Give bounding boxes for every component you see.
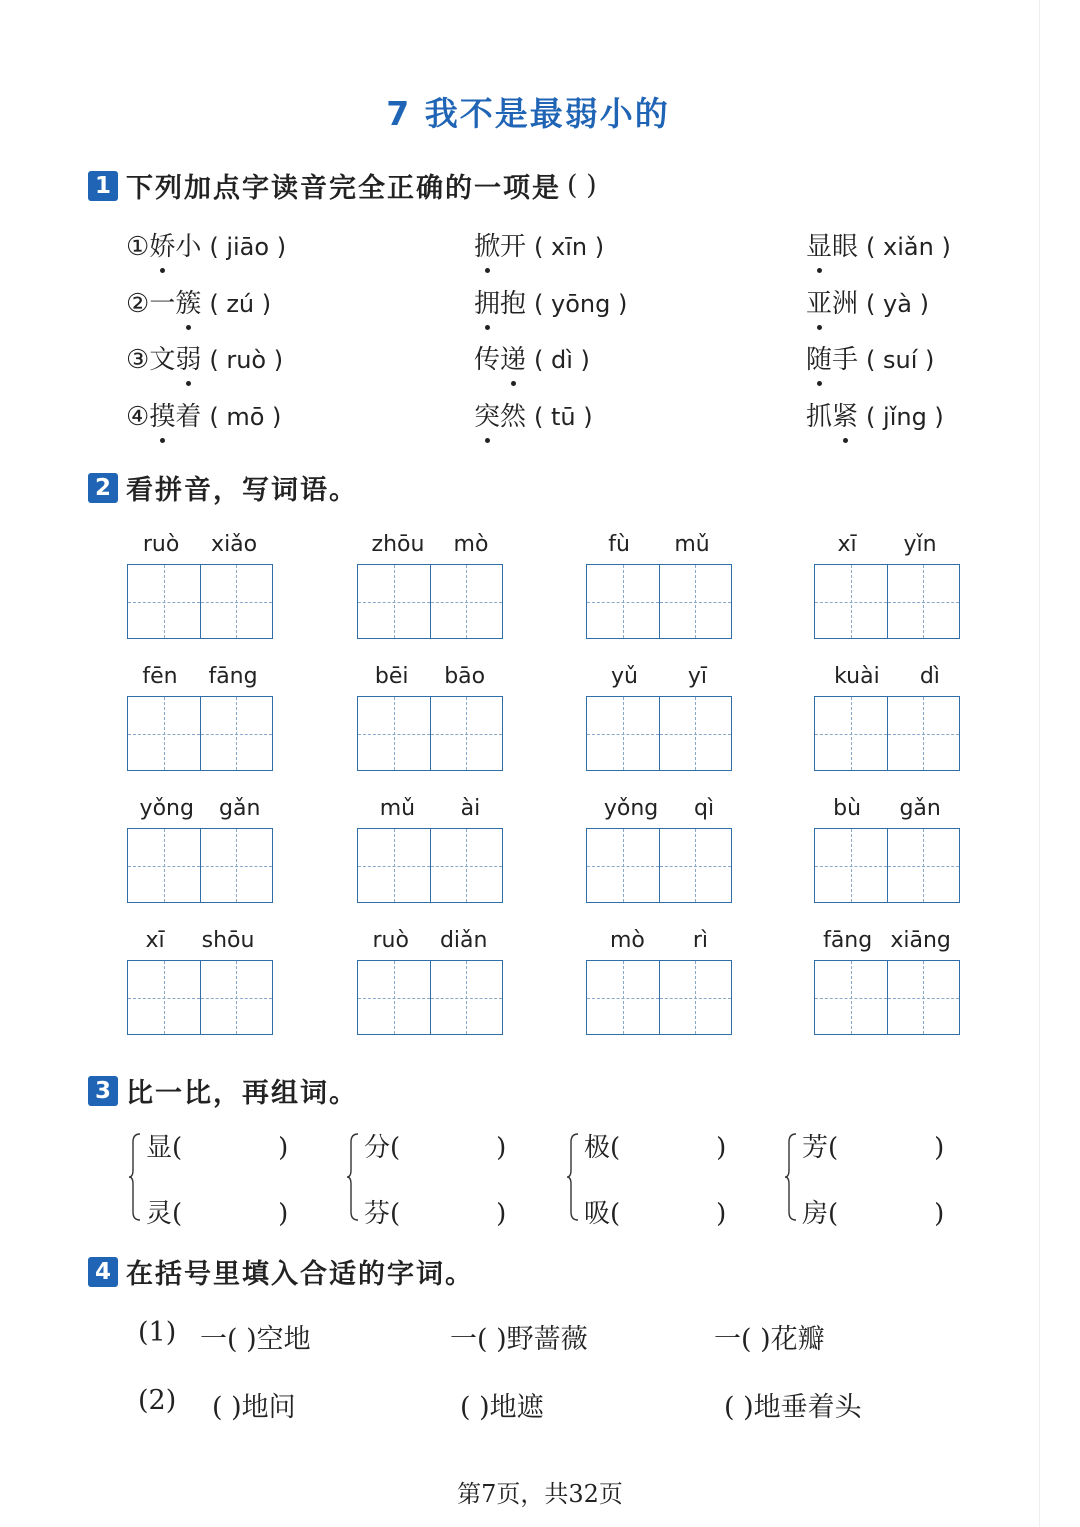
q1-dotted-char: 紧: [832, 396, 858, 433]
question-2-header: [88, 468, 358, 507]
q3-compare-item[interactable]: [364, 1127, 506, 1164]
q3-compare-item[interactable]: [146, 1127, 288, 1164]
q2-writing-box[interactable]: [814, 564, 960, 639]
q2-char-cell[interactable]: [201, 960, 274, 1035]
q3-char: 显: [146, 1133, 173, 1163]
q3-compare-item[interactable]: [364, 1193, 506, 1230]
q2-writing-box[interactable]: [586, 564, 732, 639]
question-1-text: 下列加点字读音完全正确的一项是: [126, 173, 561, 204]
q3-compare-item[interactable]: [584, 1193, 726, 1230]
q2-pinyin-1: yǒng: [603, 796, 659, 821]
q2-pinyin-2: shōu: [201, 928, 255, 953]
q2-pinyin-1: fù: [608, 532, 630, 557]
q1-dotted-char: 掀: [474, 226, 500, 263]
q1-pinyin: ( yōng ): [534, 290, 628, 318]
q2-char-cell[interactable]: [888, 564, 961, 639]
q3-char: 灵: [146, 1199, 173, 1229]
q3-brace-icon: [128, 1132, 142, 1222]
q2-pinyin-2: bāo: [444, 664, 486, 689]
q2-writing-box[interactable]: [814, 960, 960, 1035]
q3-close-paren: ): [278, 1133, 289, 1163]
question-3-header: [88, 1071, 358, 1110]
q2-pinyin-pair: [357, 796, 503, 821]
q2-writing-box[interactable]: [357, 696, 503, 771]
q2-pinyin-1: bēi: [374, 664, 409, 689]
q1-pinyin: ( tū ): [534, 403, 593, 431]
q2-pinyin-1: fāng: [823, 928, 873, 953]
q3-char: 房: [802, 1199, 829, 1229]
q1-option-label: ③: [126, 345, 150, 375]
q3-char: 极: [584, 1133, 611, 1163]
q2-pinyin-1: yǔ: [610, 664, 638, 689]
q2-char-cell[interactable]: [431, 828, 504, 903]
q2-pinyin-2: qì: [694, 796, 715, 821]
q2-char-cell[interactable]: [888, 696, 961, 771]
q2-pinyin-1: xī: [837, 532, 857, 557]
q2-pinyin-1: bù: [833, 796, 862, 821]
q2-pinyin-2: fāng: [208, 664, 258, 689]
q2-pinyin-1: zhōu: [371, 532, 425, 557]
q3-compare-item[interactable]: [146, 1193, 288, 1230]
question-4-number: 4: [88, 1257, 118, 1287]
q1-dotted-char: 突: [474, 396, 500, 433]
q2-char-cell[interactable]: [888, 960, 961, 1035]
q1-option-1-2: [474, 226, 604, 263]
q3-close-paren: ): [496, 1133, 507, 1163]
page-edge: [1039, 0, 1040, 1527]
q1-word-suffix: 然: [500, 402, 527, 432]
q2-writing-box[interactable]: [357, 564, 503, 639]
q1-option-label: ①: [126, 232, 150, 262]
q2-pinyin-pair: [814, 928, 960, 953]
q3-close-paren: ): [934, 1133, 945, 1163]
q2-char-cell[interactable]: [660, 564, 733, 639]
q2-char-cell[interactable]: [357, 960, 431, 1035]
q3-open-paren: (: [172, 1199, 183, 1229]
q2-char-cell[interactable]: [660, 696, 733, 771]
q2-pinyin-pair: [586, 664, 732, 689]
q2-pinyin-pair: [357, 928, 503, 953]
q3-brace-icon: [566, 1132, 580, 1222]
q2-writing-box[interactable]: [586, 960, 732, 1035]
q3-open-paren: (: [390, 1133, 401, 1163]
q3-brace-icon: [346, 1132, 360, 1222]
q3-compare-item[interactable]: [802, 1193, 944, 1230]
q3-char: 分: [364, 1133, 391, 1163]
q1-option-4-1: [126, 396, 281, 433]
q2-pinyin-pair: [814, 796, 960, 821]
q2-char-cell[interactable]: [357, 828, 431, 903]
q2-pinyin-1: xī: [145, 928, 165, 953]
q2-pinyin-pair: [586, 928, 732, 953]
q1-pinyin: ( jǐng ): [866, 403, 944, 431]
q2-pinyin-2: xiǎo: [211, 532, 258, 557]
q1-pinyin: ( xīn ): [534, 233, 605, 261]
q3-brace-icon: [784, 1132, 798, 1222]
q1-pinyin: ( dì ): [534, 346, 590, 374]
q2-char-cell[interactable]: [127, 696, 201, 771]
q2-pinyin-pair: [127, 928, 273, 953]
q3-char: 吸: [584, 1199, 611, 1229]
q2-char-cell[interactable]: [586, 828, 660, 903]
q2-pinyin-2: yī: [687, 664, 708, 689]
q2-char-cell[interactable]: [201, 564, 274, 639]
q2-char-cell[interactable]: [888, 828, 961, 903]
q4-line2-label: (2): [138, 1385, 177, 1416]
q2-char-cell[interactable]: [127, 828, 201, 903]
question-3-number: 3: [88, 1076, 118, 1106]
q1-option-1-1: [126, 226, 286, 263]
q2-writing-box[interactable]: [357, 828, 503, 903]
q2-char-cell[interactable]: [357, 564, 431, 639]
q2-pinyin-pair: [127, 532, 273, 557]
question-2-text: 看拼音，写词语。: [126, 475, 358, 506]
q1-word-prefix: 一: [149, 289, 176, 319]
question-3-text: 比一比，再组词。: [126, 1078, 358, 1109]
q1-option-3-3: [806, 339, 934, 376]
q1-option-4-3: [806, 396, 944, 433]
q1-pinyin: ( jiāo ): [209, 233, 287, 261]
q2-pinyin-2: dì: [919, 664, 940, 689]
q3-open-paren: (: [390, 1199, 401, 1229]
q2-writing-box[interactable]: [127, 696, 273, 771]
q2-char-cell[interactable]: [201, 828, 274, 903]
q2-pinyin-pair: [586, 532, 732, 557]
q2-writing-box[interactable]: [127, 828, 273, 903]
q4-line2-part-1[interactable]: ( )地问: [212, 1392, 296, 1423]
q1-dotted-char: 随: [806, 339, 832, 376]
q3-close-paren: ): [716, 1133, 727, 1163]
q2-pinyin-pair: [127, 796, 273, 821]
q2-pinyin-2: diǎn: [439, 928, 488, 953]
q2-pinyin-2: gǎn: [899, 796, 941, 821]
q3-compare-item[interactable]: [802, 1127, 944, 1164]
q2-writing-box[interactable]: [127, 564, 273, 639]
q3-close-paren: ): [278, 1199, 289, 1229]
q2-char-cell[interactable]: [660, 828, 733, 903]
q2-char-cell[interactable]: [357, 696, 431, 771]
q4-line1-part-1[interactable]: 一( )空地: [200, 1324, 311, 1355]
question-1-number: 1: [88, 171, 118, 201]
q4-line1-label: (1): [138, 1317, 177, 1348]
q3-open-paren: (: [610, 1199, 621, 1229]
q1-pinyin: ( xiǎn ): [866, 233, 951, 261]
q3-open-paren: (: [828, 1199, 839, 1229]
q2-char-cell[interactable]: [814, 564, 888, 639]
q2-pinyin-pair: [357, 664, 503, 689]
q2-pinyin-2: mò: [453, 532, 489, 557]
q1-word-prefix: 抓: [806, 402, 833, 432]
q1-word-prefix: 传: [474, 345, 501, 375]
q2-pinyin-pair: [357, 532, 503, 557]
q2-writing-box[interactable]: [127, 960, 273, 1035]
q3-compare-item[interactable]: [584, 1127, 726, 1164]
q2-writing-box[interactable]: [814, 696, 960, 771]
q4-line2-part-2[interactable]: ( )地遮: [460, 1392, 544, 1423]
q2-char-cell[interactable]: [814, 960, 888, 1035]
q2-pinyin-2: yǐn: [903, 532, 937, 557]
q2-writing-box[interactable]: [814, 828, 960, 903]
q2-char-cell[interactable]: [586, 960, 660, 1035]
q2-pinyin-2: mǔ: [674, 532, 710, 557]
question-4-header: [88, 1252, 474, 1291]
q1-option-2-3: [806, 283, 929, 320]
q3-char: 芳: [802, 1133, 829, 1163]
question-1-answer-paren: ( ): [567, 170, 597, 201]
q2-writing-box[interactable]: [586, 828, 732, 903]
q3-char: 芬: [364, 1199, 391, 1229]
q1-word-suffix: 抱: [500, 289, 527, 319]
q1-dotted-char: 亚: [806, 283, 832, 320]
q1-word-suffix: 眼: [832, 232, 859, 262]
q1-dotted-char: 娇: [149, 226, 175, 263]
q1-pinyin: ( zú ): [209, 290, 272, 318]
question-4-text: 在括号里填入合适的字词。: [126, 1259, 474, 1290]
q2-char-cell[interactable]: [660, 960, 733, 1035]
q2-char-cell[interactable]: [431, 564, 504, 639]
q1-option-4-2: [474, 396, 593, 433]
q3-open-paren: (: [610, 1133, 621, 1163]
q2-pinyin-1: ruò: [142, 532, 180, 557]
q2-char-cell[interactable]: [814, 828, 888, 903]
q1-word-prefix: 文: [149, 345, 176, 375]
q2-writing-box[interactable]: [586, 696, 732, 771]
q3-close-paren: ): [496, 1199, 507, 1229]
q1-option-1-3: [806, 226, 951, 263]
q3-open-paren: (: [828, 1133, 839, 1163]
q2-pinyin-pair: [814, 532, 960, 557]
q2-pinyin-2: xiāng: [890, 928, 951, 953]
q1-dotted-char: 摸: [149, 396, 175, 433]
q2-pinyin-pair: [127, 664, 273, 689]
q1-dotted-char: 弱: [175, 339, 201, 376]
q1-option-3-2: [474, 339, 590, 376]
q2-char-cell[interactable]: [127, 564, 201, 639]
q1-option-2-2: [474, 283, 627, 320]
question-1-header: [88, 166, 597, 205]
page-footer: 第7页，共32页: [457, 1480, 623, 1508]
q1-pinyin: ( mō ): [209, 403, 282, 431]
q2-pinyin-1: yǒng: [139, 796, 194, 821]
q2-writing-box[interactable]: [357, 960, 503, 1035]
q2-pinyin-pair: [814, 664, 960, 689]
q1-dotted-char: 簇: [175, 283, 201, 320]
question-2-number: 2: [88, 473, 118, 503]
q2-pinyin-1: fēn: [142, 664, 178, 689]
q2-char-cell[interactable]: [586, 696, 660, 771]
q1-word-suffix: 洲: [832, 289, 859, 319]
q2-char-cell[interactable]: [814, 696, 888, 771]
page-title: 7 我不是最弱小的: [386, 94, 670, 133]
q1-option-2-1: [126, 283, 271, 320]
q3-close-paren: ): [934, 1199, 945, 1229]
q4-line1-part-3[interactable]: 一( )花瓣: [714, 1324, 825, 1355]
q2-char-cell[interactable]: [127, 960, 201, 1035]
q1-option-3-1: [126, 339, 283, 376]
q3-open-paren: (: [172, 1133, 183, 1163]
q1-word-suffix: 着: [175, 402, 202, 432]
q1-dotted-char: 显: [806, 226, 832, 263]
q1-option-label: ④: [126, 402, 150, 432]
q1-pinyin: ( yà ): [866, 290, 929, 318]
q1-pinyin: ( ruò ): [209, 346, 284, 374]
q1-dotted-char: 拥: [474, 283, 500, 320]
q2-pinyin-2: rì: [692, 928, 709, 953]
q4-line1-part-2[interactable]: 一( )野蔷薇: [450, 1324, 588, 1355]
q1-word-suffix: 小: [175, 232, 202, 262]
q2-pinyin-1: mǔ: [379, 796, 416, 821]
q2-pinyin-1: mò: [609, 928, 645, 953]
q2-char-cell[interactable]: [431, 960, 504, 1035]
q2-pinyin-1: ruò: [372, 928, 409, 953]
q2-char-cell[interactable]: [201, 696, 274, 771]
q1-word-suffix: 开: [500, 232, 527, 262]
q2-pinyin-1: kuài: [834, 664, 880, 689]
q2-char-cell[interactable]: [431, 696, 504, 771]
q1-pinyin: ( suí ): [866, 346, 935, 374]
q2-pinyin-pair: [586, 796, 732, 821]
q1-dotted-char: 递: [500, 339, 526, 376]
q3-close-paren: ): [716, 1199, 727, 1229]
q2-pinyin-2: ài: [460, 796, 481, 821]
q2-pinyin-2: gǎn: [219, 796, 261, 821]
q4-line2-part-3[interactable]: ( )地垂着头: [724, 1392, 862, 1423]
q1-word-suffix: 手: [832, 345, 859, 375]
q2-char-cell[interactable]: [586, 564, 660, 639]
q1-option-label: ②: [126, 289, 150, 319]
